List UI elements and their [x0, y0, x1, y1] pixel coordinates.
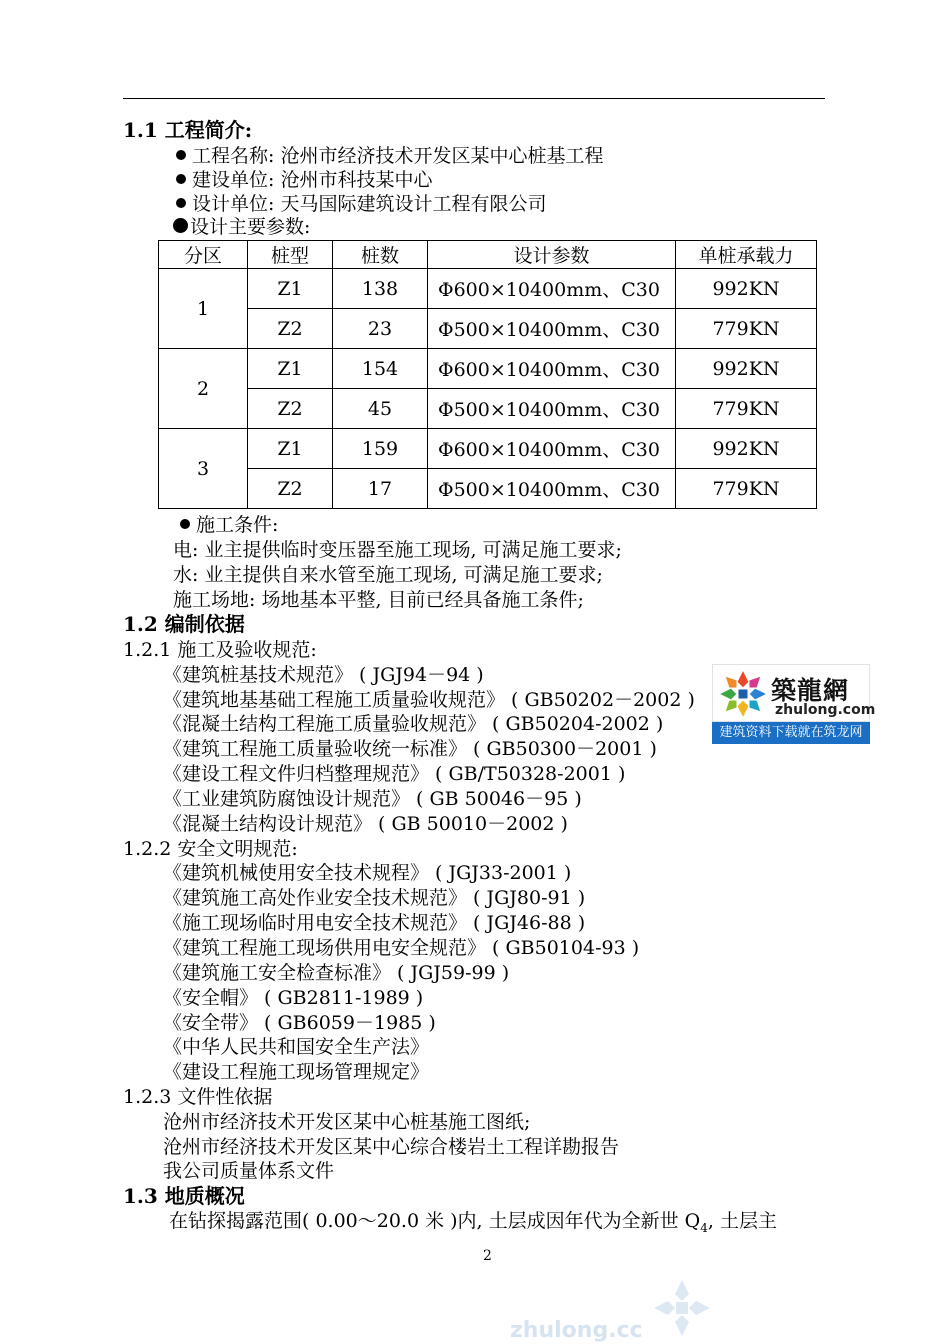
table-header-row [159, 241, 817, 269]
pile-type-cell: Z1 [248, 429, 333, 469]
table-header-cell: 设计参数 [428, 241, 676, 269]
standard-item: 《建筑机械使用安全技术规程》 ( JGJ33-2001 ) [163, 862, 572, 884]
standard-item: 《混凝土结构工程施工质量验收规范》 ( GB50204-2002 ) [163, 713, 664, 735]
section-1-3-heading: 1.3 地质概况 [123, 1184, 245, 1208]
conditions-label-line: 施工条件: [180, 514, 278, 536]
standard-item: 《混凝土结构设计规范》 ( GB 50010－2002 ) [163, 813, 568, 835]
standard-item: 《建筑地基基础工程施工质量验收规范》 ( GB50202－2002 ) [163, 689, 695, 711]
pile-type-cell: Z2 [248, 309, 333, 349]
document-item: 沧州市经济技术开发区某中心综合楼岩土工程详勘报告 [163, 1136, 620, 1158]
bullet-icon [176, 198, 186, 208]
standard-item: 《建筑桩基技术规范》 ( JGJ94－94 ) [163, 664, 484, 686]
capacity-cell: 779KN [676, 469, 817, 509]
bullet-icon [180, 519, 190, 529]
capacity-cell: 779KN [676, 309, 817, 349]
logo-domain: zhulong.com [775, 702, 876, 718]
zhulong-logo [712, 664, 876, 744]
standard-item: 《建筑施工高处作业安全技术规范》 ( JGJ80-91 ) [163, 887, 586, 909]
zone-cell: 1 [159, 269, 248, 349]
capacity-cell: 779KN [676, 389, 817, 429]
pile-type-cell: Z1 [248, 269, 333, 309]
site-line: 施工场地: 场地基本平整, 目前已经具备施工条件; [173, 589, 584, 611]
table-row [159, 269, 817, 309]
sub-1-2-3-heading: 1.2.3 文件性依据 [123, 1086, 273, 1108]
table-row [159, 349, 817, 389]
table-row [159, 429, 817, 469]
design-param-cell: Φ500×10400mm、C30 [428, 469, 676, 509]
design-param-cell: Φ500×10400mm、C30 [428, 309, 676, 349]
bullet-icon [176, 150, 186, 160]
standard-item: 《施工现场临时用电安全技术规范》 ( JGJ46-88 ) [163, 912, 586, 934]
watermark-snowflake-icon [652, 1278, 712, 1338]
design-params-table [158, 240, 817, 509]
table-header-cell: 单桩承载力 [676, 241, 817, 269]
watermark-text: zhulong.cc [510, 1318, 643, 1343]
standard-item: 《安全帽》 ( GB2811-1989 ) [163, 987, 424, 1009]
pile-count-cell: 45 [333, 389, 428, 429]
bullet-icon [173, 218, 188, 233]
project-name-line: 工程名称: 沧州市经济技术开发区某中心桩基工程 [176, 145, 603, 167]
section-1-1-heading: 1.1 工程简介: [123, 118, 253, 142]
zone-cell: 2 [159, 349, 248, 429]
standard-item: 《中华人民共和国安全生产法》 [163, 1036, 430, 1058]
pile-count-cell: 138 [333, 269, 428, 309]
pile-type-cell: Z2 [248, 389, 333, 429]
zone-cell: 3 [159, 429, 248, 509]
builder-line: 建设单位: 沧州市科技某中心 [176, 169, 432, 191]
pile-count-cell: 154 [333, 349, 428, 389]
standard-item: 《建设工程文件归档整理规范》 ( GB/T50328-2001 ) [163, 763, 626, 785]
pile-count-cell: 17 [333, 469, 428, 509]
designer-line: 设计单位: 天马国际建筑设计工程有限公司 [176, 193, 546, 215]
standard-item: 《建筑施工安全检查标准》 ( JGJ59-99 ) [163, 962, 510, 984]
standard-item: 《建设工程施工现场管理规定》 [163, 1061, 430, 1083]
water-line: 水: 业主提供自来水管至施工现场, 可满足施工要求; [173, 564, 603, 586]
page-number: 2 [483, 1248, 492, 1264]
snowflake-logo-icon [717, 668, 769, 720]
standard-item: 《建筑工程施工质量验收统一标准》 ( GB50300－2001 ) [163, 738, 657, 760]
pile-count-cell: 23 [333, 309, 428, 349]
pile-count-cell: 159 [333, 429, 428, 469]
design-param-cell: Φ600×10400mm、C30 [428, 429, 676, 469]
capacity-cell: 992KN [676, 349, 817, 389]
header-rule [123, 98, 825, 99]
capacity-cell: 992KN [676, 429, 817, 469]
table-row [159, 469, 817, 509]
standard-item: 《工业建筑防腐蚀设计规范》 ( GB 50046－95 ) [163, 788, 582, 810]
table-row [159, 389, 817, 429]
design-param-cell: Φ500×10400mm、C30 [428, 389, 676, 429]
params-label-line: 设计主要参数: [173, 216, 310, 238]
section-1-2-heading: 1.2 编制依据 [123, 612, 245, 636]
sub-1-2-2-heading: 1.2.2 安全文明规范: [123, 838, 298, 860]
table-row [159, 309, 817, 349]
capacity-cell: 992KN [676, 269, 817, 309]
table-header-cell: 桩型 [248, 241, 333, 269]
standard-item: 《安全带》 ( GB6059－1985 ) [163, 1012, 436, 1034]
standard-item: 《建筑工程施工现场供用电安全规范》 ( GB50104-93 ) [163, 937, 640, 959]
logo-banner: 建筑资料下载就在筑龙网 [712, 722, 870, 744]
geology-text: 在钻探揭露范围( 0.00～20.0 米 )内, 土层成因年代为全新世 $Q_4$, 土层主 [169, 1210, 777, 1235]
design-param-cell: Φ600×10400mm、C30 [428, 269, 676, 309]
electricity-line: 电: 业主提供临时变压器至施工现场, 可满足施工要求; [173, 539, 622, 561]
sub-1-2-1-heading: 1.2.1 施工及验收规范: [123, 639, 317, 661]
table-header-cell: 桩数 [333, 241, 428, 269]
design-param-cell: Φ600×10400mm、C30 [428, 349, 676, 389]
bullet-icon [176, 174, 186, 184]
pile-type-cell: Z2 [248, 469, 333, 509]
logo-name: 築龍網 [771, 676, 850, 705]
document-item: 沧州市经济技术开发区某中心桩基施工图纸; [163, 1111, 531, 1133]
document-item: 我公司质量体系文件 [163, 1160, 335, 1182]
table-header-cell: 分区 [159, 241, 248, 269]
pile-type-cell: Z1 [248, 349, 333, 389]
